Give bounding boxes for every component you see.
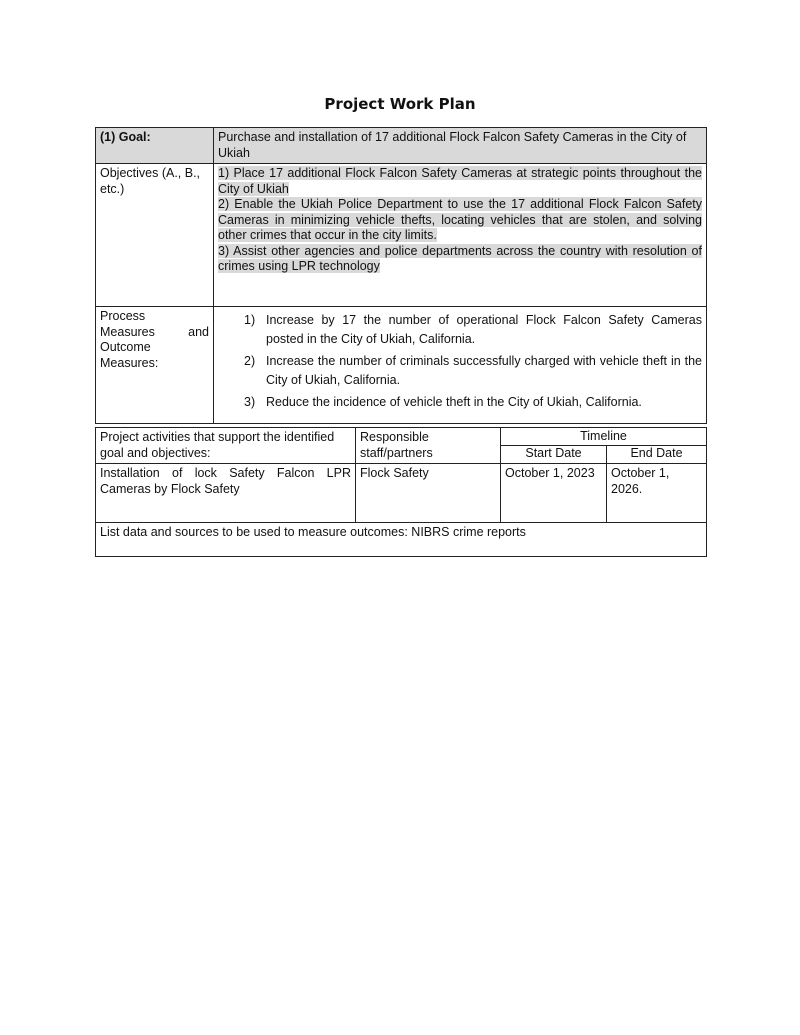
activities-table <box>95 427 707 557</box>
objectives-label: Objectives (A., B., etc.) <box>96 164 214 307</box>
goal-text: Purchase and installation of 17 additional Flock Falcon Safety Cameras in the City of Ukiah <box>214 128 707 164</box>
measures-cell <box>214 307 707 424</box>
start-date-cell: October 1, 2023 <box>501 464 607 523</box>
measure-text: Increase by 17 the number of operational Flock Falcon Safety Cameras posted in the City of Ukiah, California. <box>266 313 702 346</box>
responsible-cell: Flock Safety <box>356 464 501 523</box>
page-title: Project Work Plan <box>324 95 476 113</box>
measures-label-line <box>100 325 209 341</box>
end-date-cell: October 1, 2026. <box>607 464 707 523</box>
activities-header-row <box>96 428 707 446</box>
goal-row <box>96 128 707 164</box>
measures-list <box>218 311 702 412</box>
start-date-header: Start Date <box>501 446 607 464</box>
responsible-header: Responsible staff/partners <box>356 428 501 464</box>
goal-table <box>95 127 707 424</box>
measure-text: Increase the number of criminals successfully charged with vehicle theft in the City of Ukiah, California. <box>266 354 702 387</box>
timeline-header: Timeline <box>501 428 707 446</box>
measures-label-line: Process <box>100 309 146 323</box>
data-sources-cell: List data and sources to be used to measure outcomes: NIBRS crime reports <box>96 523 707 557</box>
goal-label: (1) Goal: <box>96 128 214 164</box>
measures-label-line: Measures: <box>100 355 159 370</box>
measures-label-word: Measures <box>100 324 155 339</box>
objective-item: 2) Enable the Ukiah Police Department to use the 17 additional Flock Falcon Safety Cameras in minimizing vehicle thefts, locating vehicles that are stolen, and solving other crimes that occur in the city limits. <box>218 197 702 242</box>
measure-number: 1) <box>244 313 256 327</box>
measure-item <box>218 393 702 412</box>
objectives-cell <box>214 164 707 307</box>
data-sources-row <box>96 523 707 557</box>
measures-row <box>96 307 707 424</box>
measures-label-line: Outcome <box>100 340 151 354</box>
objective-item: 1) Place 17 additional Flock Falcon Safety Cameras at strategic points throughout the City of Ukiah <box>218 166 702 196</box>
objectives-row <box>96 164 707 307</box>
activities-header: Project activities that support the identified goal and objectives: <box>96 428 356 464</box>
measure-item <box>218 311 702 349</box>
work-plan-document <box>95 127 706 557</box>
measure-number: 3) <box>244 395 256 409</box>
measure-number: 2) <box>244 354 256 368</box>
objective-item: 3) Assist other agencies and police departments across the country with resolution of crimes using LPR technology <box>218 243 702 273</box>
measure-text: Reduce the incidence of vehicle theft in the City of Ukiah, California. <box>266 395 642 409</box>
measures-label <box>96 307 214 424</box>
activity-cell: Installation of lock Safety Falcon LPR Cameras by Flock Safety <box>96 464 356 523</box>
table-row <box>96 464 707 523</box>
measure-item <box>218 352 702 390</box>
measures-label-word: and <box>188 324 209 339</box>
end-date-header: End Date <box>607 446 707 464</box>
